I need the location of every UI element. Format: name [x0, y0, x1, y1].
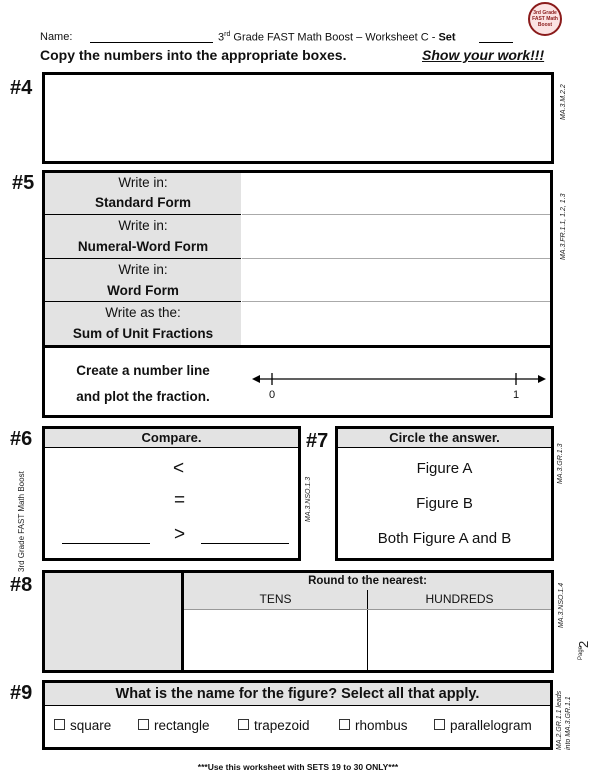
q8-number: #8	[10, 574, 33, 596]
q5-row-unit-fractions: Write as the: Sum of Unit Fractions	[72, 305, 214, 341]
q5-numberline-prompt: Create a number line and plot the fraction.	[76, 363, 210, 404]
q5-nl-end-label: 1	[513, 389, 520, 401]
q5-answer-numeral-word[interactable]	[241, 215, 550, 258]
q5-numberline-divider	[42, 345, 553, 348]
q9-standard-line2: into MA.3.GR.1.1	[565, 696, 572, 750]
worksheet-title: 3rd Grade FAST Math Boost – Worksheet C - Set	[218, 31, 456, 44]
name-label: Name:	[40, 31, 73, 43]
q5-answer-word[interactable]	[241, 259, 550, 301]
q9-option-square[interactable]: square	[54, 718, 111, 733]
checkbox-icon[interactable]	[434, 719, 445, 730]
q6-left-side-text: 3rd Grade FAST Math Boost	[17, 471, 26, 572]
q6-standard: MA.3.NSO.1.3	[305, 476, 312, 522]
q7-option-figure-a[interactable]: Figure A	[416, 460, 473, 477]
q8-col-tens: TENS	[184, 590, 367, 609]
q6-less-than: <	[173, 458, 185, 479]
q5-row-word-form: Write in: Word Form	[107, 262, 179, 298]
q9-standard-line1: MA.2.GR.1.1 leads	[556, 690, 563, 750]
q7-header: Circle the answer.	[338, 429, 551, 447]
q7-number: #7	[306, 430, 329, 452]
q9-option-rhombus[interactable]: rhombus	[339, 718, 408, 733]
q6-equals: =	[174, 490, 186, 511]
q6-right-blank[interactable]	[201, 543, 289, 544]
q4-answer-box[interactable]	[42, 72, 554, 164]
name-line[interactable]	[90, 42, 213, 43]
logo: 3rd Grade FAST Math Boost	[528, 2, 562, 36]
q9-option-rectangle[interactable]: rectangle	[138, 718, 210, 733]
checkbox-icon[interactable]	[138, 719, 149, 730]
q5-standard: MA.3.FR.1.1, 1.2, 1.3	[560, 193, 567, 260]
q8-answer-hundreds[interactable]	[368, 610, 551, 670]
q8-header: Round to the nearest:	[184, 573, 551, 590]
q6-left-blank[interactable]	[62, 543, 150, 544]
q4-number: #4	[10, 77, 33, 99]
checkbox-icon[interactable]	[54, 719, 65, 730]
q5-nl-start-label: 0	[269, 389, 276, 401]
checkbox-icon[interactable]	[339, 719, 350, 730]
page-label: Page	[578, 645, 584, 660]
q7-option-figure-b[interactable]: Figure B	[416, 495, 473, 512]
q5-answer-standard[interactable]	[241, 173, 550, 214]
q7-standard: MA.3.GR.1.3	[557, 443, 564, 484]
q9-option-trapezoid[interactable]: trapezoid	[238, 718, 310, 733]
q6-header: Compare.	[45, 429, 298, 447]
q5-answer-unit-fractions[interactable]	[241, 302, 550, 345]
q9-option-parallelogram[interactable]: parallelogram	[434, 718, 532, 733]
q5-divider	[242, 214, 550, 215]
q8-answer-tens[interactable]	[184, 610, 367, 670]
instruction: Copy the numbers into the appropriate boxes.	[40, 47, 347, 63]
q8-number-cell[interactable]	[45, 573, 181, 670]
page-number: 2	[576, 640, 591, 648]
q6-greater-than: >	[174, 524, 186, 545]
checkbox-icon[interactable]	[238, 719, 249, 730]
show-work: Show your work!!!	[422, 47, 545, 63]
q9-number: #9	[10, 682, 33, 704]
q5-row-standard-form: Write in: Standard Form	[94, 175, 191, 210]
q8-standard: MA.3.NSO.1.4	[558, 582, 565, 628]
q9-question: What is the name for the figure? Select all that apply.	[45, 683, 550, 705]
set-line[interactable]	[479, 42, 513, 43]
footer-note: ***Use this worksheet with SETS 19 to 30 ONLY***	[197, 762, 399, 772]
q5-row-numeral-word-form: Write in: Numeral-Word Form	[77, 218, 209, 254]
q6-number: #6	[10, 428, 33, 450]
q4-standard: MA.3.M.2.2	[560, 84, 567, 120]
q5-number-line[interactable]	[250, 365, 550, 405]
q8-col-hundreds: HUNDREDS	[368, 590, 551, 609]
q5-number: #5	[12, 172, 35, 194]
q7-option-both[interactable]: Both Figure A and B	[377, 530, 512, 547]
